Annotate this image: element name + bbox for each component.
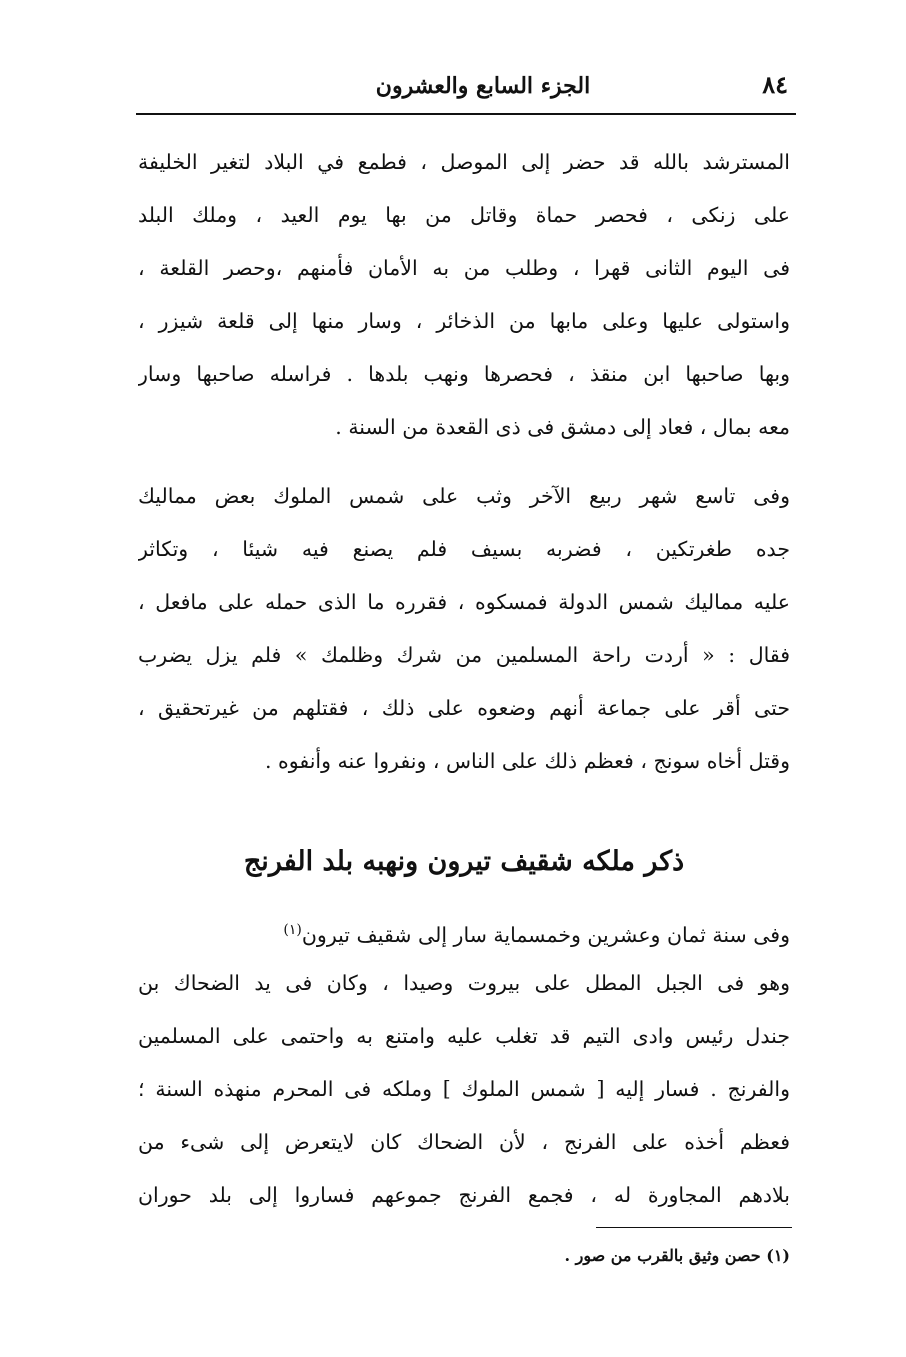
text-line: وفى تاسع شهر ربيع الآخر وثب على شمس الملوك بعض مماليك — [138, 484, 790, 508]
text-line-content: وفى سنة ثمان وعشرين وخمسماية سار إلى شقيف تيرون — [301, 922, 790, 947]
text-line: والفرنج . فسار إليه [ شمس الملوك ] وملكه فى المحرم منهذه السنة ؛ — [138, 1077, 790, 1101]
text-line: فقال : « أردت راحة المسلمين من شرك وظلمك » فلم يزل يضرب — [138, 643, 790, 667]
paragraph-1 — [138, 136, 790, 454]
section-heading: ذكر ملكه شقيف تيرون ونهبه بلد الفرنج — [243, 846, 685, 877]
text-line: فعظم أخذه على الفرنج ، لأن الضحاك كان لايتعرض إلى شىء من — [138, 1130, 790, 1154]
footnote-marker: (١) — [283, 922, 302, 938]
text-line: وهو فى الجبل المطل على بيروت وصيدا ، وكان فى يد الضحاك بن — [138, 971, 790, 995]
paragraph-2 — [138, 470, 790, 788]
text-line: وقتل أخاه سونج ، فعظم ذلك على الناس ، ونفروا عنه وأنفوه . — [264, 749, 790, 773]
text-line: واستولى عليها وعلى مابها من الذخائر ، وسار منها إلى قلعة شيزر ، — [138, 309, 790, 333]
text-line — [138, 904, 790, 957]
text-line: عليه مماليك شمس الدولة فمسكوه ، فقرره ما الذى حمله على مافعل ، — [138, 590, 790, 614]
running-title: الجزء السابع والعشرون — [375, 73, 591, 99]
text-line: فى اليوم الثانى قهرا ، وطلب من به الأمان فأمنهم ،وحصر القلعة ، — [138, 256, 790, 280]
text-line: المسترشد بالله قد حضر إلى الموصل ، فطمع في البلاد لتغير الخليفة — [138, 150, 790, 174]
footnote: (١) حصن وثيق بالقرب من صور . — [564, 1246, 790, 1265]
text-line: معه بمال ، فعاد إلى دمشق فى ذى القعدة من السنة . — [335, 415, 790, 439]
page-number: ٨٤ — [762, 70, 788, 99]
text-line: جندل رئيس وادى التيم قد تغلب عليه وامتنع به واحتمى على المسلمين — [138, 1024, 790, 1048]
text-line: حتى أقر على جماعة أنهم وضعوه على ذلك ، فقتلهم من غيرتحقيق ، — [138, 696, 790, 720]
text-line: وبها صاحبها ابن منقذ ، فحصرها ونهب بلدها . فراسله صاحبها وسار — [138, 362, 790, 386]
text-line: جده طغرتكين ، فضربه بسيف فلم يصنع فيه شيئا ، وتكاثر — [138, 537, 790, 561]
text-line: على زنكى ، فحصر حماة وقاتل من بها يوم العيد ، وملك البلد — [138, 203, 790, 227]
header-divider — [136, 113, 796, 115]
paragraph-3 — [138, 904, 790, 1222]
text-line: بلادهم المجاورة له ، فجمع الفرنج جموعهم فساروا إلى بلد حوران — [138, 1183, 790, 1207]
page-header — [136, 66, 790, 106]
footnote-divider — [596, 1227, 792, 1228]
